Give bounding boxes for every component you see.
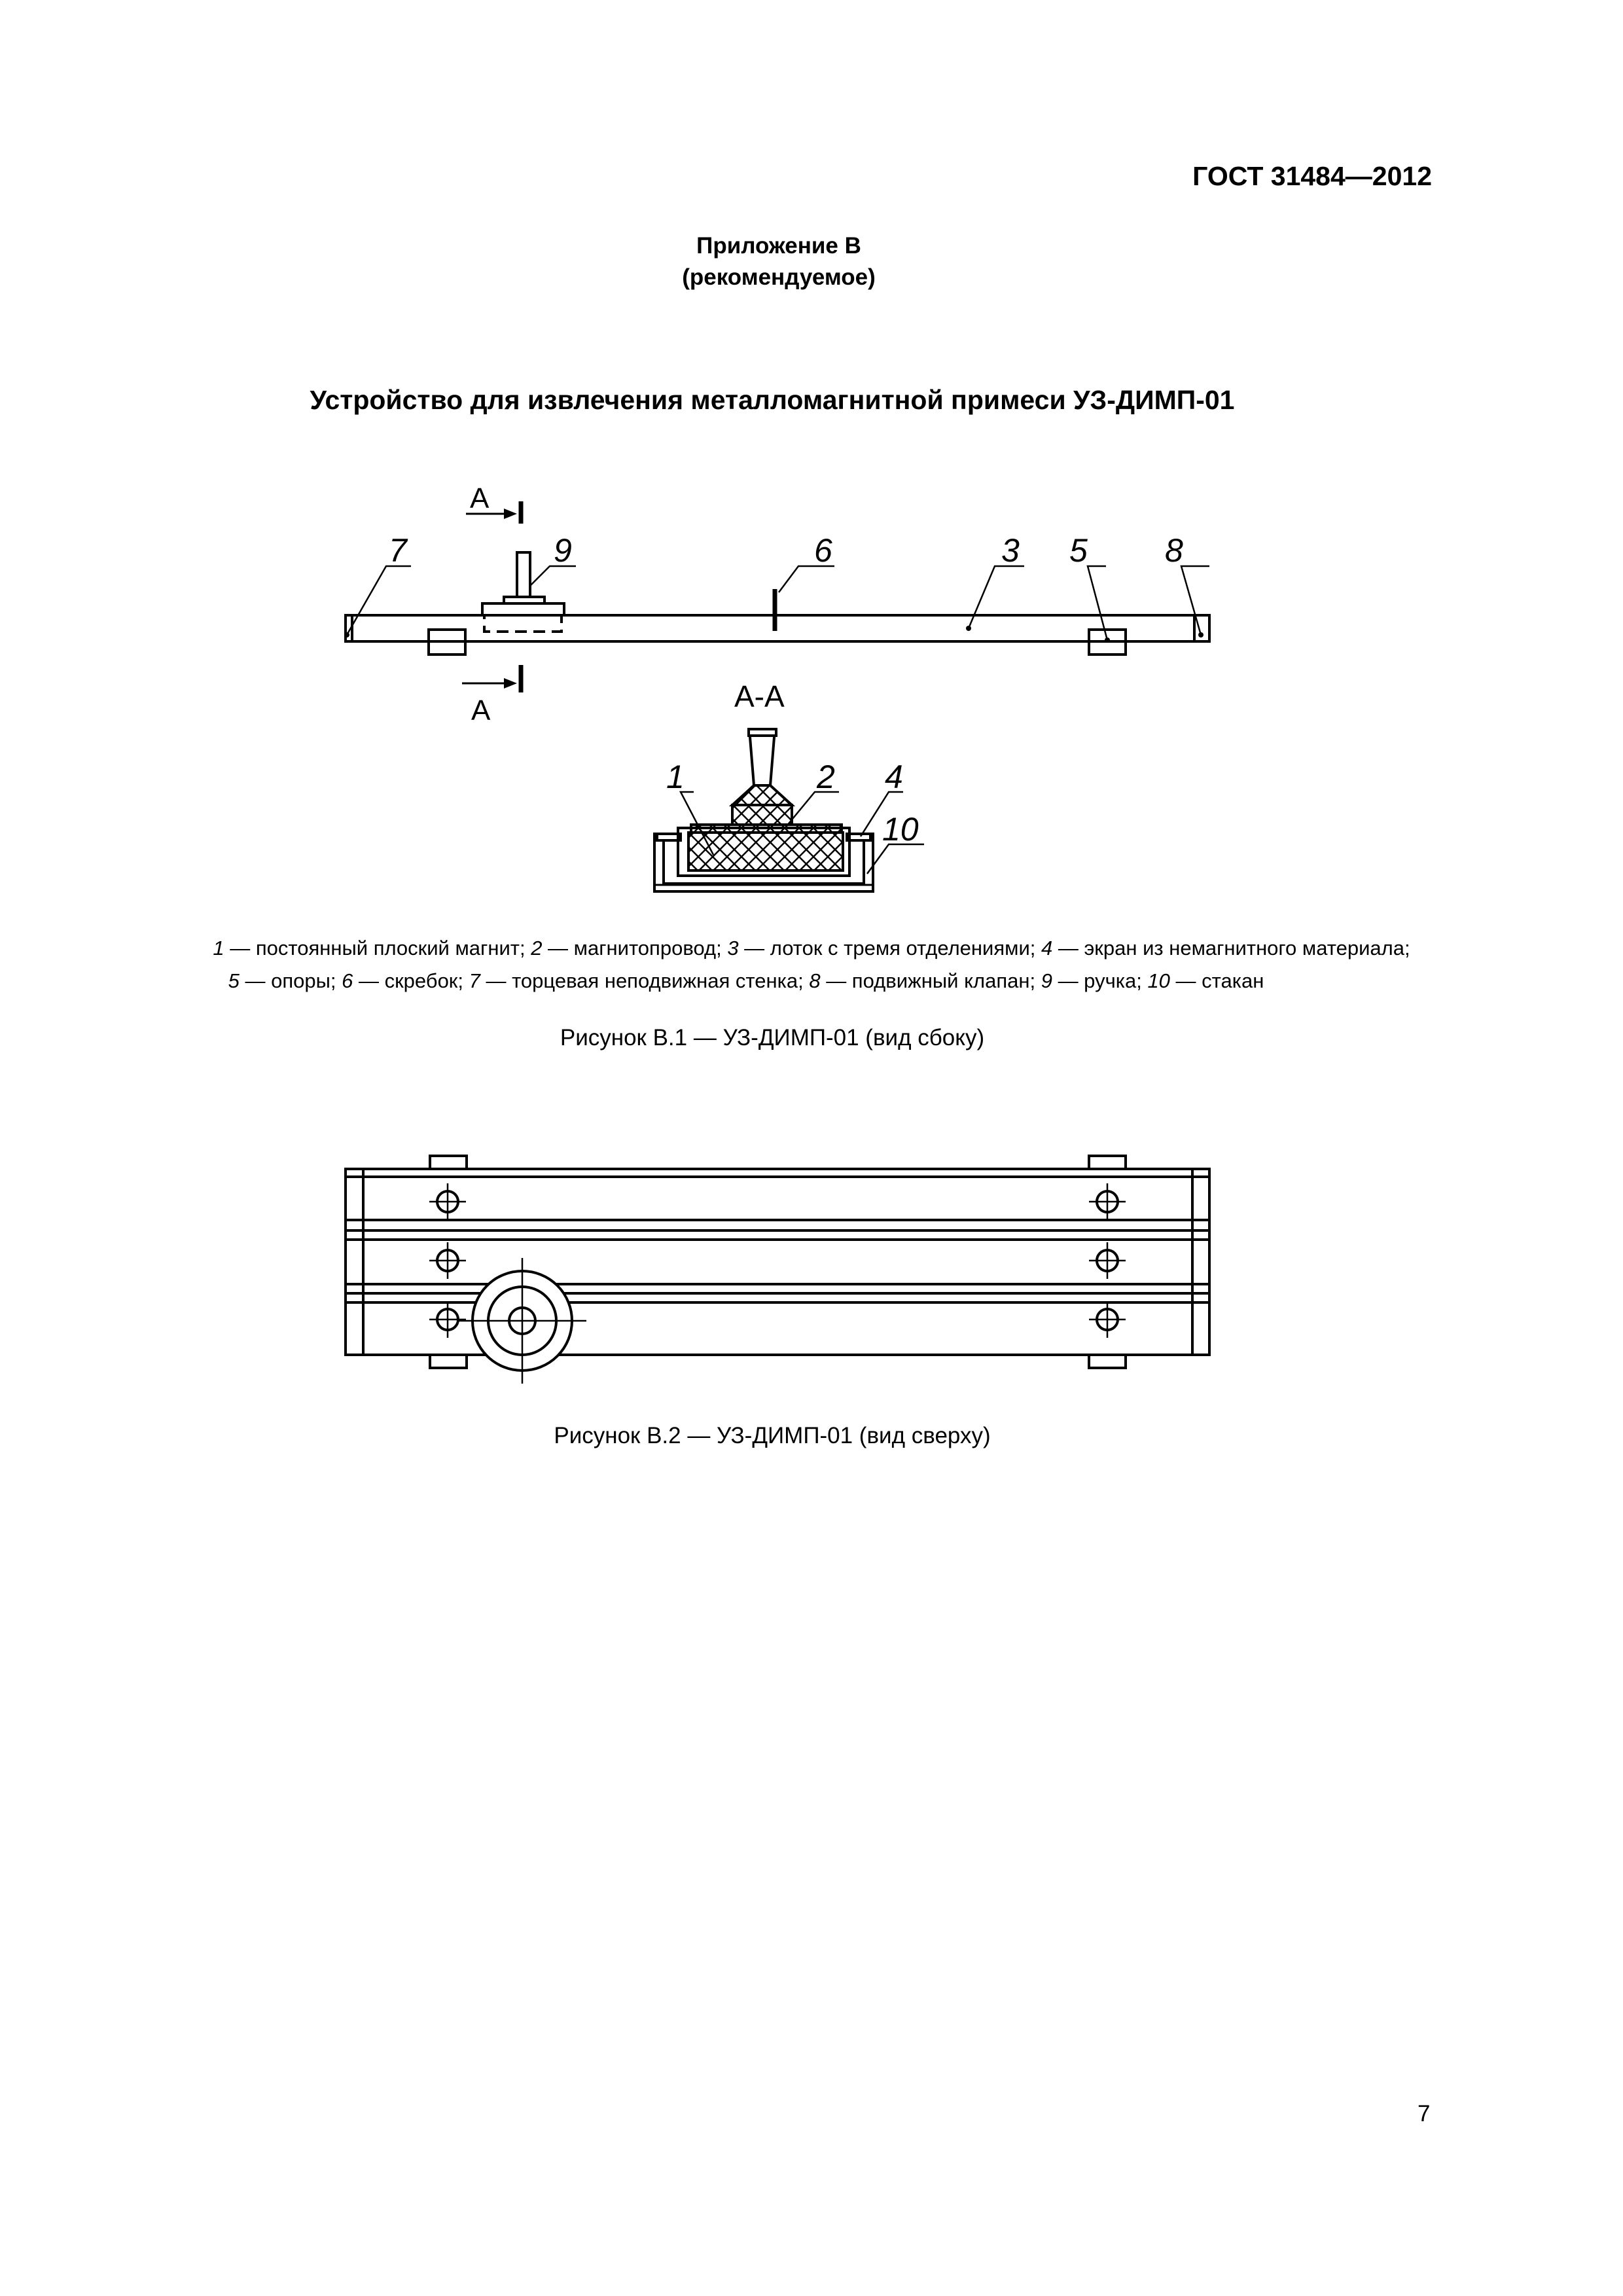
figure-b2-top-view [0,1139,1623,1401]
callout-9: 9 [554,532,572,569]
callout-3: 3 [1001,532,1020,569]
handle [517,552,530,597]
callout-7: 7 [389,532,407,569]
callout-5: 5 [1069,532,1088,569]
callout-1: 1 [666,759,685,795]
figure-b1-side-view [0,458,1623,916]
page-title: Устройство для извлечения металломагнитной примеси УЗ-ДИМП-01 [310,385,1235,415]
callout-6: 6 [814,532,832,569]
callout-2: 2 [817,759,835,795]
legend-line-2: 5 — опоры; 6 — скребок; 7 — торцевая неподвижная стенка; 8 — подвижный клапан; 9 — ручка; 10 — стакан [228,969,1264,992]
figure-b1-caption: Рисунок В.1 — УЗ-ДИМП-01 (вид сбоку) [560,1025,985,1050]
figure-b2-caption: Рисунок В.2 — УЗ-ДИМП-01 (вид сверху) [554,1423,991,1448]
page-number: 7 [1418,2101,1431,2126]
legend-line-1: 1 — постоянный плоский магнит; 2 — магнитопровод; 3 — лоток с тремя отделениями; 4 — экран из немагнитного материала; [213,937,1410,960]
section-label: А-А [734,679,785,713]
section-mark-bottom: А [471,694,491,726]
callout-8: 8 [1165,532,1183,569]
appendix-status: (рекомендуемое) [682,264,876,290]
section-mark-top: А [470,482,490,514]
appendix-title: Приложение В [696,233,861,259]
document-id: ГОСТ 31484—2012 [1192,161,1432,191]
callout-10: 10 [882,811,919,848]
callout-4: 4 [885,759,903,795]
tray-body [346,615,1209,641]
